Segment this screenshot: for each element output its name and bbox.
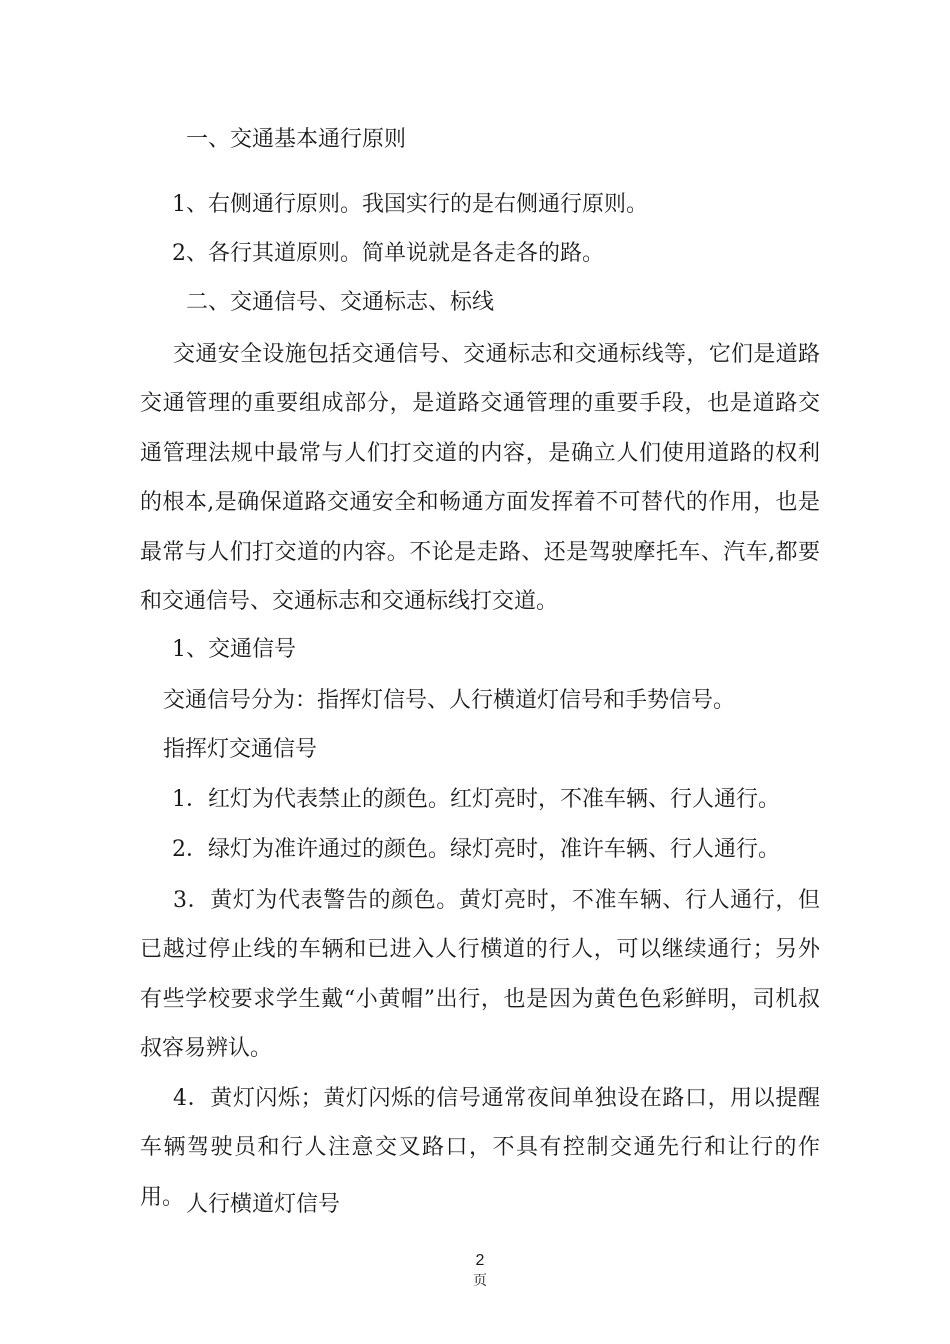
paragraph-flashing-yellow: 4．黄灯闪烁；黄灯闪烁的信号通常夜间单独设在路口，用以提醒车辆驾驶员和行人注意交叉路口，不具有控制交通先行和让行的作用。 xyxy=(140,1086,820,1210)
list-item-right-side-rule: 1、右侧通行原则。我国实行的是右侧通行原则。 xyxy=(172,192,648,217)
list-item-separate-lanes-rule: 2、各行其道原则。简单说就是各走各的路。 xyxy=(172,241,604,266)
subheading-command-light: 指挥灯交通信号 xyxy=(163,737,318,762)
paragraph-yellow-light: 3．黄灯为代表警告的颜色。黄灯亮时，不准车辆、行人通行，但已越过停止线的车辆和已进入人行横道的行人，可以继续通行；另外有些学校要求学生戴“小黄帽”出行，也是因为黄色色彩鲜明，司机叔叔容易辨认。 xyxy=(140,888,820,1062)
paragraph-safety-facilities: 交通安全设施包括交通信号、交通标志和交通标线等，它们是道路交通管理的重要组成部分，是道路交通管理的重要手段，也是道路交通管理法规中最常与人们打交道的内容，是确立人们使用道路的权利的根本,是确保道路交通安全和畅通方面发挥着不可替代的作用，也是最常与人们打交道的内容。不论是走路、还是驾驶摩托车、汽车,都要和交通信号、交通标志和交通标线打交道。 xyxy=(140,342,820,615)
section-heading-basic-principles: 一、交通基本通行原则 xyxy=(186,127,407,152)
subheading-traffic-signal: 1、交通信号 xyxy=(172,637,296,662)
page-number: 2 xyxy=(475,1252,485,1269)
list-item-green-light: 2．绿灯为准许通过的颜色。绿灯亮时，准许车辆、行人通行。 xyxy=(172,837,780,862)
subheading-crosswalk-light: 人行横道灯信号 xyxy=(186,1192,341,1217)
paragraph-signal-types: 交通信号分为：指挥灯信号、人行横道灯信号和手势信号。 xyxy=(163,688,736,713)
section-heading-signals-signs: 二、交通信号、交通标志、标线 xyxy=(186,290,495,315)
page-unit-label: 页 xyxy=(473,1273,487,1289)
list-item-red-light: 1．红灯为代表禁止的颜色。红灯亮时，不准车辆、行人通行。 xyxy=(172,787,780,812)
